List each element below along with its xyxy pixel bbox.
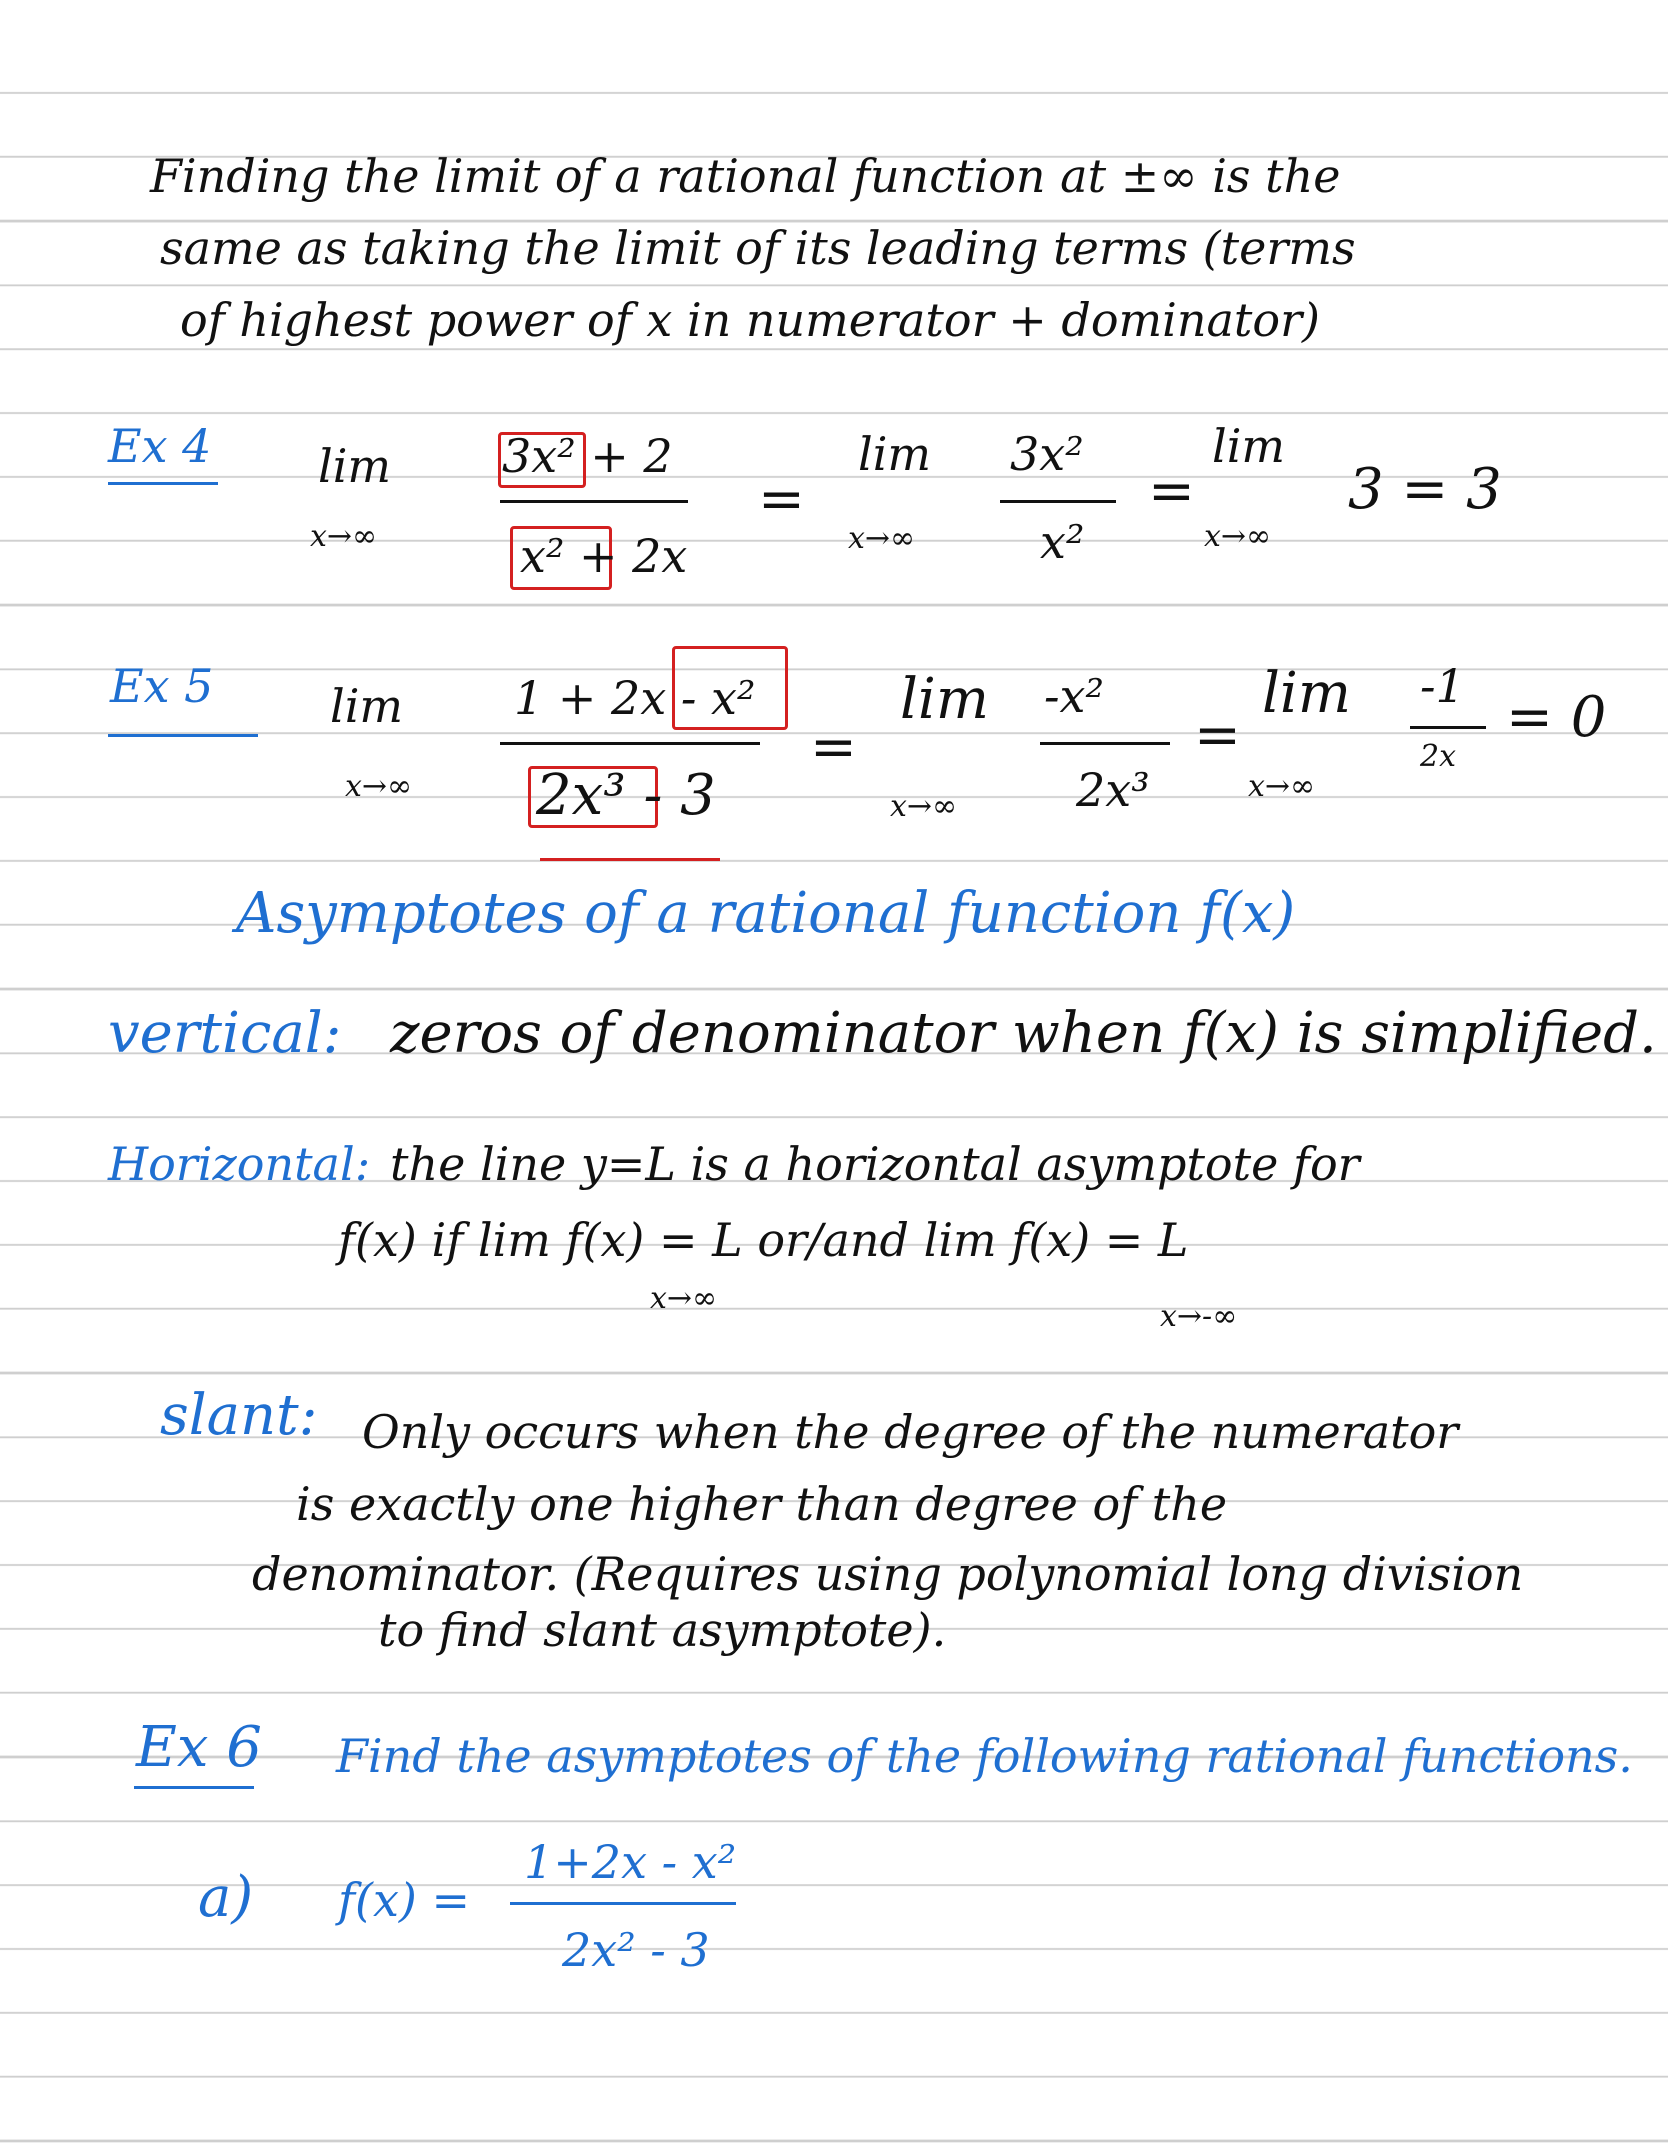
- vertical-text: zeros of denominator when f(x) is simplified.: [390, 1001, 1657, 1066]
- ex5-lim-subscript: x→∞: [345, 769, 413, 804]
- ex5-lim: lim: [330, 679, 404, 733]
- slant-label: slant:: [160, 1383, 318, 1448]
- ex4-fraction-bar-2: [1000, 500, 1116, 503]
- ex6-fraction-bar: [510, 1902, 736, 1905]
- ex6-label: Ex 6: [136, 1715, 262, 1780]
- ex4-lim-2: lim: [858, 427, 932, 481]
- ex5-numerator-3: -1: [1420, 659, 1465, 713]
- slant-text-1: Only occurs when the degree of the numerator: [362, 1405, 1459, 1459]
- intro-line-2: same as taking the limit of its leading terms (terms: [160, 221, 1356, 275]
- ex6-underline: [134, 1786, 254, 1789]
- ex4-result: 3 = 3: [1348, 457, 1502, 522]
- ex5-lim-3: lim: [1262, 661, 1351, 726]
- ex5-equals-1: =: [810, 715, 857, 780]
- horizontal-subscript-2: x→-∞: [1160, 1299, 1238, 1334]
- asymptotes-heading: Asymptotes of a rational function f(x): [236, 881, 1296, 946]
- ex5-denominator-3: 2x: [1420, 739, 1457, 774]
- ex5-numerator-2: -x²: [1044, 669, 1104, 723]
- ex4-label: Ex 4: [108, 419, 212, 473]
- ex4-lim-3-subscript: x→∞: [1204, 519, 1272, 554]
- ex4-equals-1: =: [758, 467, 805, 532]
- intro-line-3: of highest power of x in numerator + dominator): [180, 293, 1321, 347]
- ex6-numerator: 1+2x - x²: [524, 1835, 737, 1889]
- ex4-lim: lim: [318, 439, 392, 493]
- ex6-prompt: Find the asymptotes of the following rational functions.: [336, 1729, 1633, 1783]
- ex5-fraction-bar: [500, 742, 760, 745]
- ex4-numerator: 3x² + 2: [502, 429, 673, 483]
- ex5-denominator: 2x³ - 3: [536, 763, 716, 828]
- ex5-lim-3-subscript: x→∞: [1248, 769, 1316, 804]
- ex5-red-underline: [540, 858, 720, 861]
- ex5-lim-2-subscript: x→∞: [890, 789, 958, 824]
- ex6-fx: f(x) =: [338, 1873, 471, 1927]
- ex4-denominator: x² + 2x: [520, 529, 688, 583]
- ex5-fraction-bar-2: [1040, 742, 1170, 745]
- ex5-lim-2: lim: [900, 667, 989, 732]
- ex5-result: = 0: [1506, 685, 1607, 750]
- ex4-lim-subscript: x→∞: [310, 519, 378, 554]
- ex4-lim-2-subscript: x→∞: [848, 521, 916, 556]
- ex5-numerator: 1 + 2x - x²: [514, 671, 756, 725]
- horizontal-text-1: the line y=L is a horizontal asymptote for: [390, 1137, 1360, 1191]
- horizontal-subscript-1: x→∞: [650, 1281, 718, 1316]
- ex5-fraction-bar-3: [1410, 726, 1486, 729]
- ex4-equals-2: =: [1148, 459, 1195, 524]
- slant-text-4: to find slant asymptote).: [378, 1603, 947, 1657]
- ex5-denominator-2: 2x³: [1076, 763, 1150, 817]
- ex6-denominator: 2x² - 3: [562, 1923, 710, 1977]
- ex6-part-a: a): [198, 1865, 254, 1930]
- ex5-underline: [108, 734, 258, 737]
- ex4-numerator-2: 3x²: [1010, 427, 1084, 481]
- vertical-label: vertical:: [108, 1001, 342, 1066]
- ex4-lim-3: lim: [1212, 419, 1286, 473]
- ex5-label: Ex 5: [110, 659, 214, 713]
- horizontal-label: Horizontal:: [108, 1137, 371, 1191]
- slant-text-2: is exactly one higher than degree of the: [296, 1477, 1228, 1531]
- horizontal-text-2: f(x) if lim f(x) = L or/and lim f(x) = L: [338, 1213, 1189, 1267]
- ex4-fraction-bar: [500, 500, 688, 503]
- slant-text-3: denominator. (Requires using polynomial long division: [252, 1547, 1524, 1601]
- ex4-underline: [108, 482, 218, 485]
- intro-line-1: Finding the limit of a rational function at ±∞ is the: [150, 149, 1341, 203]
- ex5-equals-2: =: [1194, 703, 1241, 768]
- ex4-denominator-2: x²: [1040, 515, 1085, 569]
